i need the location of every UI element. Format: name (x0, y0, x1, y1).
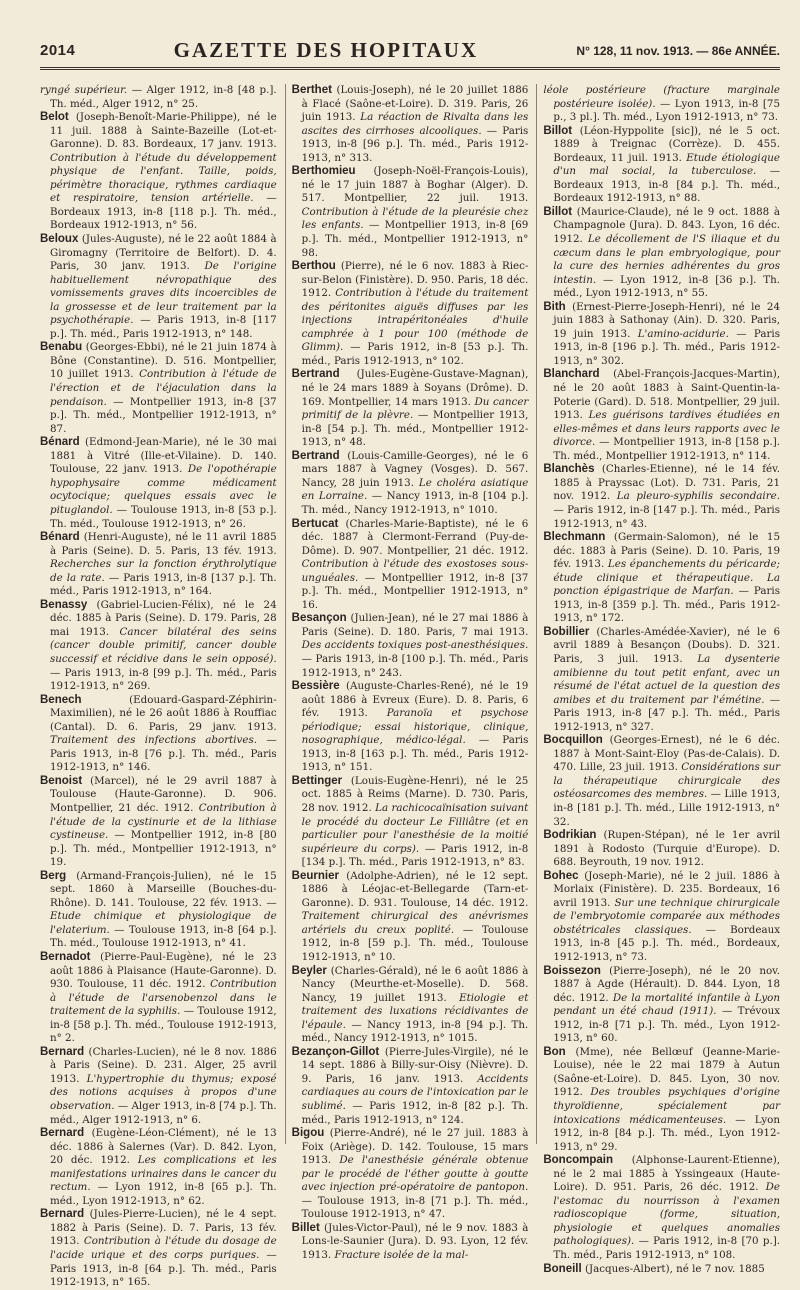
entry-details: (Georges-Ernest), né le 6 déc. 1887 à Mont-Saint-Eloy (Pas-de-Calais). D. 470. Lille, 23 juil. 1913. (553, 734, 781, 774)
publication-info: — Paris 1913, in-8 [96 p.]. Th. méd., Paris 1912-1913, n° 313. (301, 124, 529, 164)
author-name: Berthou (291, 260, 336, 273)
bibliography-entry (40, 870, 277, 951)
bibliography-entry (543, 368, 780, 463)
publication-info: — Lyon 1912, in-8 [84 p.]. Th. méd., Lyon 1912-1913, n° 29. (553, 1113, 781, 1153)
column-2 (285, 84, 529, 1262)
entry-details: (Charles-Etienne), né le 14 fév. 1885 à Prayssac (Lot). D. 731. Paris, 21 nov. 1912. (553, 463, 781, 503)
entry-details: (Pierre-Jules-Virgile), né le 14 sept. 1886 à Billy-sur-Oisy (Nièvre). D. 9. Paris, 16 janv. 1913. (301, 1045, 529, 1085)
thesis-title: Etude étiologique d'un mal social, la tuberculose. (553, 151, 780, 178)
bibliography-entry (292, 965, 529, 1046)
bibliography-entry (292, 518, 529, 613)
bibliography-entry (543, 206, 780, 301)
journal-title: GAZETTE DES HOPITAUX (173, 38, 479, 62)
thesis-title: L'hypertrophie du thymus; exposé des notions acquises à propos d'une observation. (50, 1072, 277, 1113)
publication-info: — Montpellier 1912, in-8 [80 p.]. Th. méd., Montpellier 1912-1913, n° 19. (50, 829, 277, 869)
entry-details: (Maurice-Claude), né le 9 oct. 1888 à Champagnole (Jura). D. 843. Lyon, 16 déc. 1912. (553, 205, 781, 246)
publication-info: — Paris 1913, in-8 [100 p.]. Th. méd., Paris 1912-1913, n° 243. (301, 652, 529, 679)
bibliography-entry (292, 680, 529, 775)
publication-info: — Lyon 1912, in-8 [65 p.]. Th. méd., Lyon 1912-1913, n° 62. (50, 1181, 277, 1207)
entry-details: (Gabriel-Lucien-Félix), né le 24 déc. 1885 à Paris (Seine). D. 179. Paris, 28 mai 1913. (50, 598, 277, 638)
publication-info: — Toulouse 1912, in-8 [58 p.]. Th. méd., Toulouse 1912-1913, n° 2. (50, 1005, 277, 1045)
bibliography-entry (40, 111, 277, 233)
bibliography-entry (40, 84, 277, 111)
entry-details: (Armand-François-Julien), né le 15 sept. 1860 à Marseille (Bouches-du-Rhône). D. 141. Toulouse, 22 fév. 1913. — (50, 869, 277, 909)
page-number: 2014 (40, 42, 76, 59)
author-name: Beurnier (291, 869, 339, 882)
publication-info: — Montpellier 1913, in-8 [54 p.]. Th. méd., Montpellier 1912-1913, n° 48. (301, 409, 529, 449)
bibliography-entry (40, 531, 277, 599)
publication-info: — Toulouse 1913, in-8 [53 p.]. Th. méd., Toulouse 1912-1913, n° 26. (50, 503, 277, 530)
bibliography-entry (292, 165, 529, 260)
author-name: Boissezon (543, 964, 601, 977)
publication-info: — Paris 1912, in-8 [147 p.]. Th. méd., Paris 1912-1913, n° 43. (553, 503, 781, 530)
bibliography-entry (543, 1046, 780, 1154)
author-name: Bertrand (291, 368, 340, 381)
bibliography-entry (40, 1127, 277, 1208)
bibliography-entry (543, 965, 780, 1046)
bibliography-entry (40, 1046, 277, 1127)
entry-details: (Pierre-André), né le 27 juil. 1883 à Foix (Ariège). D. 142. Toulouse, 15 mars 1913. (301, 1127, 529, 1167)
bibliography-entry (543, 125, 780, 206)
publication-info: — Bordeaux 1913, in-8 [118 p.]. Th. méd., Bordeaux 1912-1913, n° 56. (50, 192, 277, 232)
thesis-title: Fracture isolée de la mal- (334, 1249, 469, 1262)
publication-info: — Trévoux 1912, in-8 [71 p.]. Th. méd., Lyon 1912-1913, n° 60. (553, 1005, 781, 1045)
author-name: Bertrand (291, 449, 340, 462)
thesis-title: Traitement chirurgical des anévrismes artériels du creux poplité. (301, 910, 529, 936)
bibliography-entry (292, 1127, 529, 1222)
column-3 (536, 84, 781, 1275)
thesis-title: De l'origine habituellement névropathique des vomissements graves dits incoercibles de la grossesse et de leur traitement par la psychothérapie. (50, 260, 277, 327)
bibliography-entry (40, 951, 277, 1046)
entry-details: (Léon-Hyppolite [sic]), né le 5 oct. 1889 à Treignac (Corrèze). D. 455. Bordeaux, 11 juil. 1913. (553, 124, 781, 164)
thesis-title: Traitement des infections abortives. (50, 734, 258, 747)
publication-info: — Toulouse 1913, in-8 [71 p.]. Th. méd., Toulouse 1912-1913, n° 47. (301, 1194, 529, 1221)
thesis-title: Sur une technique chirurgicale de l'embryotomie comparée aux méthodes obstétricales classiques. (553, 896, 781, 936)
bibliography-entry (40, 341, 277, 436)
author-name: Boneill (543, 1262, 582, 1275)
publication-info: — Paris 1912, in-8 [53 p.]. Th. méd., Paris 1912-1913, n° 102. (301, 341, 529, 367)
publication-info: — Montpellier 1913, in-8 [158 p.]. Th. méd., Montpellier 1912-1913, n° 114. (553, 436, 781, 462)
publication-info: — Lyon 1913, in-8 [75 p., 3 pl.]. Th. méd., Lyon 1912-1913, n° 73. (553, 97, 781, 124)
thesis-title: Des accidents toxiques post-anesthésiques. (301, 639, 529, 652)
bibliography-entry (292, 368, 529, 449)
entry-details: (Alphonse-Laurent-Etienne), né le 2 mai 1885 à Yssingeaux (Haute-Loire). D. 951. Paris, 26 déc. 1912. (553, 1154, 781, 1194)
publication-info: — Lille 1913, in-8 [181 p.]. Th. méd., Lille 1912-1913, n° 32. (553, 788, 781, 828)
entry-details: (Jules-Pierre-Lucien), né le 4 sept. 1882 à Paris (Seine). D. 7. Paris, 13 fév. 1913. (50, 1208, 277, 1248)
author-name: Bezançon-Gillot (291, 1045, 380, 1058)
bibliography-entry (543, 829, 780, 870)
bibliography-entry (292, 450, 529, 518)
entry-details: (Charles-Marie-Baptiste), né le 6 déc. 1887 à Clermont-Ferrand (Puy-de-Dôme). D. 907. Montpellier, 21 déc. 1912. (301, 517, 529, 557)
entry-details: (Louis-Joseph), né le 20 juillet 1886 à Flacé (Saône-et-Loire). D. 319. Paris, 26 juin 1913. (301, 84, 529, 124)
column-1 (40, 84, 277, 1289)
entry-details: (Jules-Eugène-Gustave-Magnan), né le 24 mars 1889 à Soyans (Drôme). D. 169. Montpellier, 14 mars 1913. (301, 368, 529, 408)
entry-details: (Mme), née Bellœuf (Jeanne-Marie-Louise), née le 22 mai 1879 à Autun (Saône-et-Loire). D. 845. Lyon, 30 nov. 1912. (553, 1045, 781, 1099)
publication-info: — Paris 1913, in-8 [99 p.]. Th. méd., Paris 1912-1913, n° 269. (50, 666, 277, 693)
bibliography-entry (543, 301, 780, 369)
thesis-title: La dysenterie amibienne du tout petit enfant, avec un résumé de l'état actuel de la question des amibes et du traitement par l'émétine. (553, 652, 781, 706)
thesis-title: Etiologie et traitement des luxations récidivantes de l'épaule. (301, 991, 529, 1031)
issue-info: N° 128, 11 nov. 1913. — 86e ANNÉE. (576, 43, 780, 58)
author-name: Berg (40, 869, 67, 882)
entry-details: (Louis-Camille-Georges), né le 6 mars 1887 à Vagney (Vosges). D. 567. Nancy, 28 juin 1913. (301, 449, 529, 489)
entry-details: (Jules-Auguste), né le 22 août 1884 à Giromagny (Territoire de Belfort). D. 4. Paris, 30 janv. 1913. (50, 233, 277, 273)
author-name: Blanchard (543, 368, 600, 381)
publication-info: — Paris 1913, in-8 [64 p.]. Th. méd., Paris 1912-1913, n° 165. (50, 1249, 277, 1289)
entry-details: (Edouard-Gaspard-Zéphirin-Maximilien), né le 26 août 1886 à Rouffiac (Cantal). D. 6. Paris, 29 janv. 1913. (50, 693, 277, 733)
columns (40, 84, 781, 1289)
thesis-title: Cancer bilatéral des seins (cancer double primitif, cancer double successif et récidive dans le sein opposé). (50, 625, 277, 665)
author-name: Benech (40, 693, 82, 706)
publication-info: — Paris 1913, in-8 [163 p.]. Th. méd., Paris 1912-1913, n° 151. (301, 734, 529, 774)
publication-info: — Bordeaux 1913, in-8 [45 p.]. Th. méd., Bordeaux, 1912-1913, n° 73. (553, 923, 781, 963)
bibliography-entry (543, 1263, 780, 1277)
bibliography-entry (40, 694, 277, 775)
author-name: Bith (543, 300, 566, 313)
entry-details: (Charles-Amédée-Xavier), né le 6 avril 1889 à Besançon (Doubs). D. 321. Paris, 3 juil. 1913. (553, 625, 781, 665)
publication-info: — Alger 1912, in-8 [48 p.]. Th. méd., Alger 1912, n° 25. (50, 84, 277, 110)
thesis-title: Contribution à l'étude du développement physique de l'enfant. Taille, poids, périmètre thoracique, rythmes cardiaque et respiratoire, tension artérielle. (50, 151, 277, 205)
publication-info: — Nancy 1913, in-8 [104 p.]. Th. méd., Nancy 1912-1913, n° 1010. (301, 490, 529, 516)
thesis-title: De la mortalité infantile à Lyon pendant un été chaud (1911). (553, 991, 781, 1018)
entry-details: (Rupen-Stépan), né le 1er avril 1891 à Rodosto (Turquie d'Europe). D. 688. Beyrouth, 19 nov. 1912. (553, 829, 781, 869)
author-name: Bobillier (543, 625, 590, 638)
bibliography-entry (40, 233, 277, 341)
bibliography-entry (292, 260, 529, 368)
author-name: Bohec (543, 869, 579, 882)
entry-details: (Jules-Victor-Paul), né le 9 nov. 1883 à Lons-le-Saunier (Jura). D. 93. Lyon, 12 fév. 1913. (301, 1221, 529, 1262)
thesis-title: La rachicocaïnisation suivant le procédé du docteur Le Filliâtre (et en particulier pour l'anesthésie de la moitié supérieure du corps). (301, 801, 529, 855)
thesis-title: Contribution à l'étude du traitement des péritonites aiguës diffuses par les injections intrapéritonéales d'huile camphrée à 1 pour 100 (méthode de Glimm). (301, 287, 529, 354)
entry-details: (Louis-Eugène-Henri), né le 25 oct. 1885 à Reims (Marne). D. 730. Paris, 28 nov. 1912. (301, 774, 529, 814)
entry-details: (Joseph-Benoît-Marie-Philippe), né le 11 juil. 1888 à Sainte-Bazeille (Lot-et-Garonne). D. 83. Bordeaux, 17 janv. 1913. (50, 111, 277, 151)
author-name: Beyler (291, 964, 327, 977)
bibliography-entry (292, 775, 529, 870)
author-name: Benoist (40, 774, 83, 787)
thesis-title: Etude chimique et physiologique de l'elaterium. (50, 910, 277, 936)
entry-details: (Joseph-Noël-François-Louis), né le 17 juin 1887 à Boghar (Alger). D. 517. Montpellier, 22 juil. 1913. (301, 165, 529, 205)
thesis-title: Le décollement de l'S iliaque et du cæcum dans le plan embryologique, pour la cure des hernies adhérentes du gros intestin. (553, 233, 781, 286)
thesis-title: Contribution à l'étude des exostoses sous-unguéales. (301, 558, 529, 584)
author-name: Berthet (291, 84, 332, 96)
entry-details: (Germain-Salomon), né le 15 déc. 1883 à Paris (Seine). D. 10. Paris, 19 fév. 1913. (553, 531, 781, 571)
bibliography-entry (292, 1222, 529, 1263)
thesis-title: Contribution à l'étude de l'érection et de l'éjaculation dans la pendaison. (50, 368, 277, 408)
thesis-title: Contribution à l'étude de la pleurésie chez les enfants. (301, 205, 529, 232)
publication-info: — Alger 1913, in-8 [74 p.]. Th. méd., Alger 1912-1913, n° 6. (50, 1100, 277, 1126)
thesis-title: Recherches sur la fonction érythrolytique de la rate. (50, 558, 277, 584)
bibliography-entry (543, 531, 780, 626)
thesis-title: De l'estomac du nourrisson à l'examen radioscopique (forme, situation, physiologie et quelques anomalies pathologiques). (553, 1181, 781, 1248)
thesis-title: De l'anesthésie générale obtenue par le procédé de l'éther goutte à goutte avec injection pré-opératoire de pantopon. (301, 1154, 529, 1194)
author-name: Billot (543, 124, 573, 137)
bibliography-entry (292, 84, 529, 165)
publication-info: — Paris 1913, in-8 [76 p.]. Th. méd., Paris 1912-1913, n° 146. (50, 734, 277, 774)
entry-details: (Auguste-Charles-René), né le 19 août 1886 à Evreux (Eure). D. 8. Paris, 6 fév. 1913. (301, 680, 529, 720)
thesis-title: La pleuro-syphilis secondaire. (616, 490, 781, 503)
entry-details: (Julien-Jean), né le 27 mai 1886 à Paris (Seine). D. 180. Paris, 7 mai 1913. (301, 612, 529, 638)
author-name: Bigou (291, 1127, 325, 1140)
author-name: Bessière (291, 680, 340, 693)
publication-info: — Paris 1912, in-8 [82 p.]. Th. méd., Paris 1912-1913, n° 124. (301, 1100, 529, 1126)
page-header (40, 40, 780, 70)
thesis-title: L'amino-acidurie. (637, 327, 729, 340)
author-name: Billet (291, 1221, 320, 1234)
author-name: Bertucat (291, 517, 339, 530)
bibliography-entry (543, 463, 780, 531)
publication-info: — Nancy 1913, in-8 [94 p.]. Th. méd., Nancy 1912-1913, n° 1015. (301, 1018, 529, 1045)
author-name: Bernard (40, 1045, 85, 1058)
publication-info: — Toulouse 1912, in-8 [59 p.]. Th. méd., Toulouse 1912-1913, n° 10. (301, 923, 529, 963)
author-name: Bernard (40, 1208, 85, 1221)
author-name: Blechmann (543, 531, 606, 544)
thesis-title: Contribution à l'étude de l'arsenobenzol dans le traitement de la syphilis. (50, 978, 277, 1018)
publication-info: — Montpellier 1912, in-8 [37 p.]. Th. méd., Montpellier 1912-1913, n° 16. (301, 571, 529, 611)
entry-details: (Edmond-Jean-Marie), né le 30 mai 1881 à Vitré (Ille-et-Vilaine). D. 140. Toulouse, 22 janv. 1913. (50, 436, 277, 476)
author-name: Bénard (40, 436, 80, 449)
publication-info: — Paris 1913, in-8 [359 p.]. Th. méd., Paris 1912-1913, n° 172. (553, 585, 781, 625)
entry-details: (Henri-Auguste), né le 11 avril 1885 à Paris (Seine). D. 5. Paris, 13 fév. 1913. (50, 531, 277, 557)
entry-details: (Charles-Gérald), né le 6 août 1886 à Nancy (Meurthe-et-Moselle). D. 568. Nancy, 19 juillet 1913. (301, 964, 529, 1004)
bibliography-entry (543, 734, 780, 829)
bibliography-entry (40, 599, 277, 694)
entry-details: (Abel-François-Jacques-Martin), né le 20 août 1883 à Saint-Quentin-la-Poterie (Gard). D. 518. Montpellier, 29 juil. 1913. (553, 368, 781, 422)
entry-details: (Joseph-Marie), né le 2 juil. 1886 à Morlaix (Finistère). D. 235. Bordeaux, 16 avril 1913. (553, 869, 781, 909)
author-name: Berthomieu (291, 165, 356, 178)
entry-details: (Jacques-Albert), né le 7 nov. 1885 (581, 1262, 765, 1275)
bibliography-entry (40, 436, 277, 531)
bibliography-entry (543, 870, 780, 965)
thesis-title: Les guérisons tardives étudiées en elles-mêmes et dans leurs rapports avec le divorce. (553, 409, 781, 449)
publication-info: — Paris 1913, in-8 [137 p.]. Th. méd., Paris 1912-1913, n° 164. (50, 571, 277, 598)
entry-details: (Eugène-Léon-Clément), né le 13 déc. 1886 à Salernes (Var). D. 842. Lyon, 20 déc. 1912. (50, 1127, 277, 1167)
entry-details: (Adolphe-Adrien), né le 12 sept. 1886 à Léojac-et-Bellegarde (Tarn-et-Garonne). D. 931. Toulouse, 14 déc. 1912. (301, 869, 529, 909)
author-name: Bettinger (291, 774, 343, 787)
author-name: Billot (543, 205, 573, 218)
publication-info: — Toulouse 1913, in-8 [64 p.]. Th. méd., Toulouse 1912-1913, n° 41. (50, 923, 277, 950)
thesis-title: Du cancer primitif de la plèvre. (301, 395, 529, 422)
author-name: Benabu (40, 341, 83, 354)
author-name: Blanchès (543, 463, 595, 476)
thesis-title: De l'opothérapie hypophysaire comme médicament ocytocique; quelques essais avec le pituglandol. (50, 463, 277, 516)
thesis-title: Le choléra asiatique en Lorraine. (301, 476, 529, 503)
thesis-title: léole postérieure (fracture marginale postérieure isolée). (543, 84, 781, 110)
entry-details: (Marcel), né le 29 avril 1887 à Toulouse (Haute-Garonne). D. 906. Montpellier, 21 déc. 1912. (50, 774, 277, 814)
thesis-title: ryngé supérieur. (40, 84, 128, 96)
publication-info: — Paris 1912, in-8 [134 p.]. Th. méd., Paris 1912-1913, n° 83. (301, 842, 529, 869)
bibliography-entry (292, 870, 529, 965)
thesis-title: Paranoïa et psychose périodique; essai historique, clinique, nosographique, médico-légal. (301, 707, 529, 747)
author-name: Bénard (40, 531, 80, 544)
thesis-title: Contribution à l'étude de la cystinurie et de la lithiase cystineuse. (50, 801, 277, 842)
author-name: Besançon (291, 612, 347, 625)
publication-info: — Paris 1913, in-8 [117 p.]. Th. méd., Paris 1912-1913, n° 148. (50, 314, 277, 340)
bibliography-entry (543, 626, 780, 734)
author-name: Beloux (40, 233, 79, 246)
entry-details: (Georges-Ebbi), né le 21 juin 1874 à Bône (Constantine). D. 516. Montpellier, 10 juillet 1913. (50, 341, 277, 381)
thesis-title: Considérations sur la thérapeutique chirurgicale des ostéosarcomes des membres. (553, 761, 781, 801)
publication-info: — Bordeaux 1913, in-8 [84 p.]. Th. méd., Bordeaux 1912-1913, n° 88. (553, 165, 781, 205)
publication-info: — Lyon 1912, in-8 [36 p.]. Th. méd., Lyon 1912-1913, n° 55. (553, 273, 781, 300)
publication-info: — Montpellier 1913, in-8 [37 p.]. Th. méd., Montpellier 1912-1913, n° 87. (50, 395, 277, 435)
entry-details: (Pierre-Joseph), né le 20 nov. 1887 à Agde (Hérault). D. 844. Lyon, 18 déc. 1912. (553, 964, 781, 1004)
entry-details: (Pierre), né le 6 nov. 1883 à Riec-sur-Belon (Finistère). D. 950. Paris, 18 déc. 1912. (301, 260, 529, 300)
entry-details: (Pierre-Paul-Eugène), né le 23 août 1886 à Plaisance (Haute-Garonne). D. 930. Toulouse, 11 déc. 1912. (50, 951, 277, 991)
thesis-title: La réaction de Rivalta dans les ascites des cirrhoses alcooliques. (301, 111, 529, 137)
publication-info: — Paris 1912, in-8 [70 p.]. Th. méd., Paris 1912-1913, n° 108. (553, 1235, 781, 1262)
thesis-title: Accidents cardiaques au cours de l'intoxication par le sublimé. (301, 1072, 529, 1113)
entry-details: (Charles-Lucien), né le 8 nov. 1886 à Paris (Seine). D. 231. Alger, 25 avril 1913. (50, 1045, 277, 1085)
author-name: Boncompain (543, 1154, 613, 1167)
author-name: Bodrikian (543, 829, 597, 842)
thesis-title: Contribution à l'étude du dosage de l'acide urique et des corps puriques. (50, 1235, 277, 1262)
bibliography-entry (40, 1208, 277, 1289)
bibliography-entry (292, 1046, 529, 1127)
entry-details: (Ernest-Pierre-Joseph-Henri), né le 24 juin 1883 à Sathonay (Ain). D. 320. Paris, 19 juin 1913. (553, 300, 781, 340)
thesis-title: Les épanchements du péricarde; étude clinique et thérapeutique. La ponction épigastrique de Marfan. (553, 558, 781, 598)
bibliography-entry (292, 612, 529, 680)
author-name: Bon (543, 1045, 566, 1058)
bibliography-entry (543, 84, 780, 125)
bibliography-entry (543, 1154, 780, 1262)
publication-info: — Montpellier 1913, in-8 [69 p.]. Th. méd., Montpellier 1912-1913, n° 98. (301, 219, 529, 259)
thesis-title: Des troubles psychiques d'origine thyroïdienne, spécialement par intoxications médicamenteuses. (553, 1086, 781, 1126)
author-name: Belot (40, 111, 69, 124)
author-name: Bernard (40, 1127, 85, 1140)
author-name: Benassy (40, 598, 88, 611)
publication-info: — Paris 1913, in-8 [47 p.]. Th. méd., Paris 1912-1913, n° 327. (553, 693, 781, 733)
author-name: Bocquillon (543, 734, 603, 747)
thesis-title: Les complications et les manifestations urinaires dans le cancer du rectum. (50, 1154, 277, 1194)
publication-info: — Paris 1913, in-8 [196 p.]. Th. méd., Paris 1912-1913, n° 302. (553, 327, 781, 367)
bibliography-entry (40, 775, 277, 870)
author-name: Bernadot (40, 951, 91, 963)
